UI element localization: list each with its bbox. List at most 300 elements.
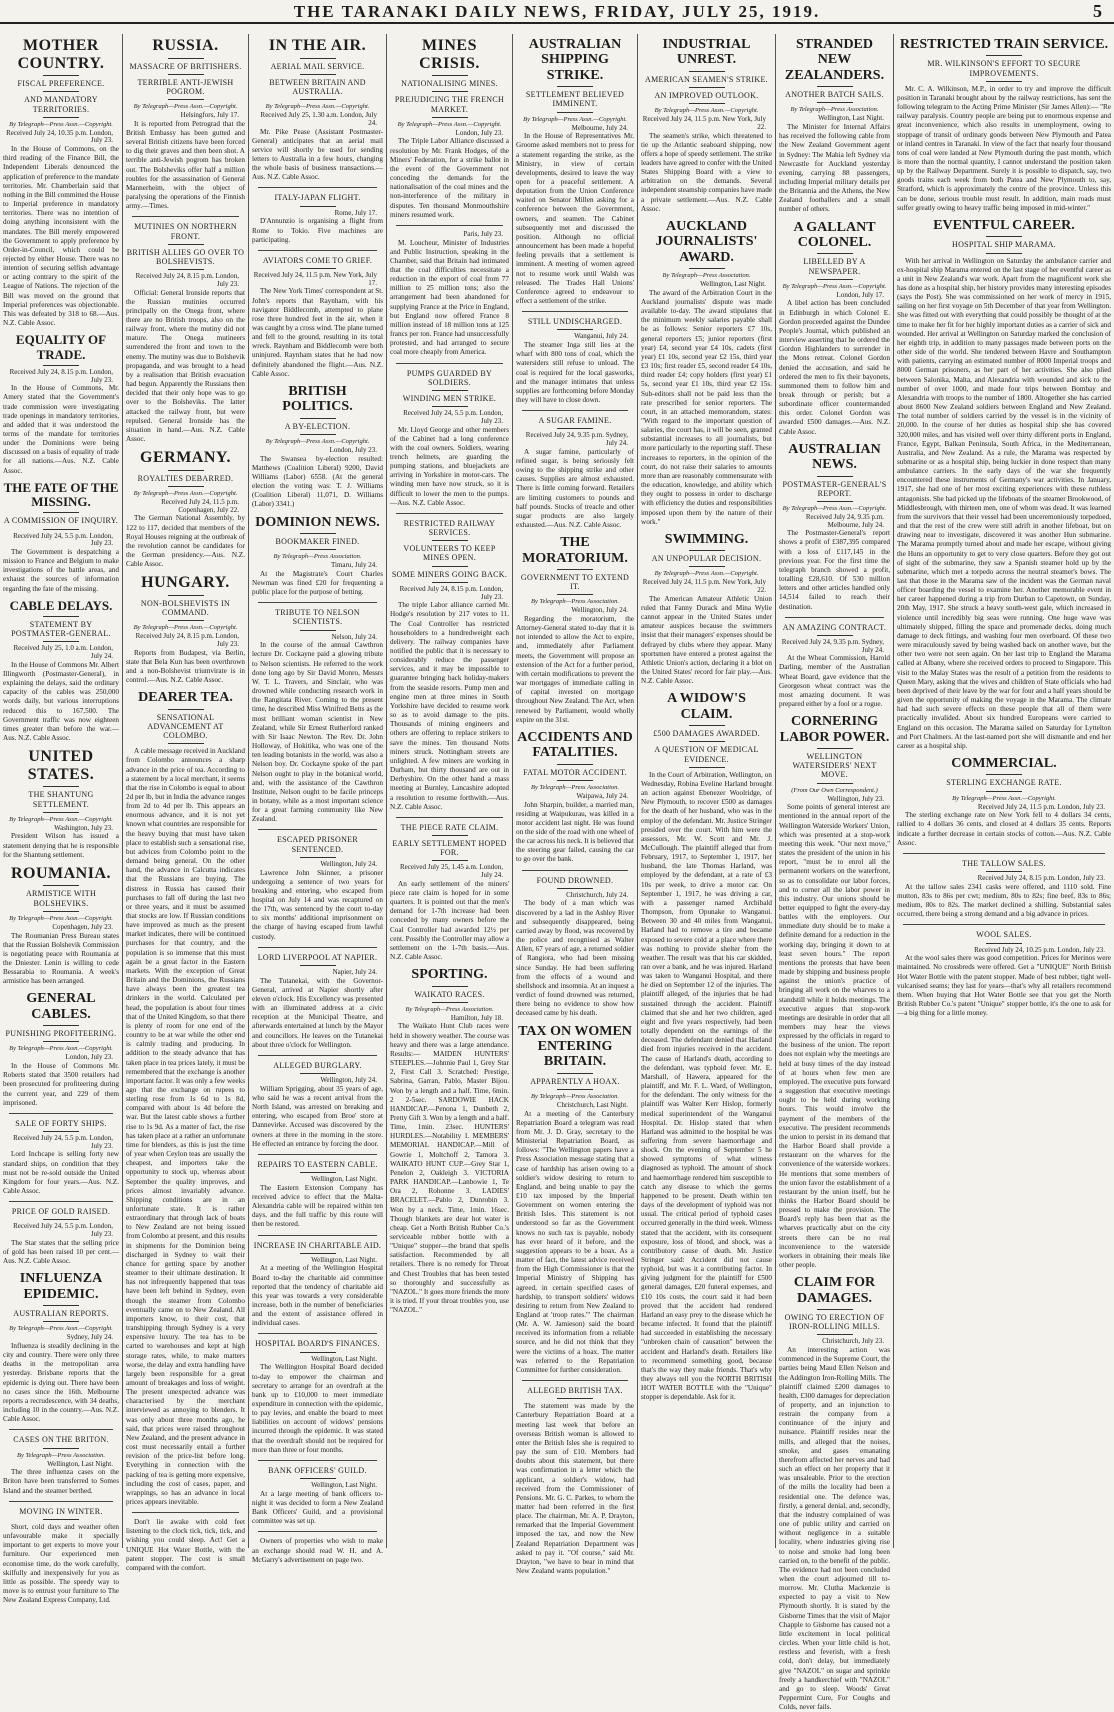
article-body: In the House of Commons, Mr. Amery stated that the Government's trade commission were investigating trade openings in mandatory territories, and added that it was understood the terms of the mandate for territories under the Dominions were being discussed on a basis of equality of trade for all nations.—Aus. N.Z. Cable Assoc. [3,384,119,475]
headline: AUCKLAND JOURNALISTS' AWARD. [655,218,758,265]
rule [432,1002,468,1003]
headline: MOTHER COUNTRY. [17,37,105,72]
rule [43,75,79,76]
rule [689,103,725,104]
rule [43,512,79,513]
article-body: At the wool sales there was good competition. Prices for Merinos were maintained. No crossbreds were offered. Get a "UNIQUE" North British Hot Water Bottle with the patent stopper. Made of best rubber, tight well-vulcanised seams; they last for years—that's why all retailers recommend them. When buying that Hot Water Bottle see that you get the North British Rubber Co.'s patent "Unique" stopper bottle, it's the one to ask for—a big thing for a little money. [897,954,1111,1018]
article [3,1271,119,1424]
column-5 [512,34,637,1576]
subheading: SENSATIONAL ADVANCEMENT AT COLOMBO. [147,712,224,741]
subheading: AN AMAZING CONTRACT. [782,622,887,632]
article-body: In the House of Commons, on the third reading of the Finance Bill, the Independent Liberals denounced the application of preference to the mandate territories. Mr. Chamberlain said that nothing in the Bill committed the House to Imperial preference in mandatory territories. There was no intention of doing anything inconsistent with the mandates. The Bill merely empowered the Government to apply preference by Order-in-Council, which could be rejected by either House. There was no intention of securing selfish advantage or acting contrary to the spirit of the League of Nations. The rejection of the Bill was moved on the ground that Imperial preferences was objectionable. This was defeated by 318 to 68.—Aus. N.Z. Cable Assoc. [3,145,119,328]
credit-line: By Telegraph—Press Assn.—Copyright. [952,794,1056,802]
rule [689,87,725,88]
rule [43,911,79,912]
headline: EVENTFUL CAREER. [933,217,1075,233]
rule [432,117,468,118]
subheading: SOME MINERS GOING BACK. [391,569,508,579]
article-body: Mr. C. A. Wilkinson, M.P., in order to try and improve the difficult position in Taranaki brought about by the railway restrictions, has sent the following telegram to the Acting Prime Minister (Sir James Allen):— "Re railway paralysis. Country people are being put to enormous expense and great inconvenience, which also results in unemployment, owing to stoppage of transit of ordinary goods between New Plymouth and Patea or inland centres in Taranaki. In view of the fact that nearly four thousand tons of coal were landed at New Plymouth during the past month, which is more than the normal quantity, I cannot understand the position taken up by the Railway Department. Surely it is possible to dispatch, say, two goods trains each week from both Patea and New Plymouth to, say, Stratford, which is approximately the centre of the province. Unless this can be done, serious trouble must result. In addition, main roads must suffer greatly owing to heavy traffic being imposed in mid-winter." [897,84,1111,212]
rule [43,1519,79,1520]
dateline: Received July 24, 11.5 p.m. Copenhagen, July 22. [161,497,239,514]
article [897,924,1111,1018]
rule [432,390,468,391]
credit-line: By Telegraph—Press Assn.—Copyright. [9,815,113,823]
article-body: In the House of Representatives Mr. Groome asked members not to press for a statement regarding the strike, as the Ministry, in view of certain developments, desired to leave the way open for a peaceful settlement. A deputation from the Union Conference waited on Senator Millen asking for a conference between the Government, owners, and seamen. The Cabinet subsequently met and discussed the position. Although no official announcement has been made a hopeful feeling prevails that a settlement is imminent. A meeting of women agreed not to resume work until Walsh was released. The Trades Hall Unions' Conference agreed to endeavour to effect a settlement of the strike. [516,132,634,306]
subheading: NATIONALISING MINES. [401,79,498,89]
rule [300,99,336,100]
divider [903,924,1105,925]
article-body: Regarding the moratorium, the Attorney-General stated to-day that it is not intended to allow the Act to expire, and, immediately after Parliament meets, the Government will propose an extension of the Act for a further period, with certain modifications to prevent the war mortgages of immediate calling in of capital invested on mortgage throughout New Zealand. The Act, when renewed by Parliament, would wholly expire on the 31st. [516,614,634,724]
dateline: Received July 24, 5.5 p.m. London, July 23. [13,531,113,548]
subheading: AMERICAN SEAMEN'S STRIKE. [645,74,768,84]
subheading: FOUND DROWNED. [536,875,614,885]
article-body: Mr. Lloyd George and other members of the Cabinet had a long conference with the coal owners. Soldiers, wearing trench helmets, are guarding the pumping stations, and bluejackets are arriving in Yorkshire in motor-cars. The winding men have now struck, so it is difficult to lower the men to the pumps.—Aus. N.Z. Cable Assoc. [390,425,509,507]
article [390,37,509,220]
subheading: THE TALLOW SALES. [962,858,1046,868]
article-body: The Government is despatching a mission to France and Belgium to make investigations of the battle areas, and exhaust the sources of information regarding the fate of the missing. [3,547,119,593]
article [126,574,245,685]
dateline: Paris, July 23. [463,229,503,238]
subheading: WELLINGTON WATERSIDERS' NEXT MOVE. [792,752,877,780]
dateline: Received July 24, 11.5 p.m. New York, July 17. [253,271,377,287]
credit-line: By Telegraph—Press Assn.—Copyright. [133,489,238,497]
rule [168,269,204,270]
rule [43,1219,79,1220]
rule [432,91,468,92]
column-2 [122,34,248,1572]
article [390,817,509,962]
rule [168,99,204,100]
dateline: Christchurch, July 24. [566,890,628,899]
headline: RUSSIA. [152,37,219,54]
subheading: A BY-ELECTION. [284,421,351,431]
subheading: EARLY SETTLEMENT HOPED FOR. [392,839,507,858]
rule [300,268,336,269]
credit-line: By Telegraph—Press Association. [790,106,879,114]
page-number: 5 [1093,1,1102,21]
subheading: ALLEGED BURGLARY. [273,1060,362,1070]
article-body: At the Magistrate's Court Charles Newman was fined £20 for frequenting a public place for the purpose of betting. [252,569,383,597]
rule [817,86,853,87]
article [641,691,772,1402]
headline: DEARER TEA. [138,690,233,706]
article-body: At a large meeting of bank officers to-night it was decided to form a New Zealand Bank Officers' Guild, and a provisional committee was set up. [252,1489,383,1526]
credit-line: By Telegraph—Press Assn.—Copyright. [133,624,238,632]
article-body: Lord Inchcape is selling forty new standard ships, on condition that they must not be re-sold outside the United Kingdom for four years.—Aus. N.Z. Cable Assoc. [3,1150,119,1196]
article [390,225,509,358]
rule [300,630,336,631]
article-body: The Roumanian Press Bureau states that the Russian Bolshevik Commission is negotiating peace with Roumania at the Dniester. Lenin is willing to cede Bessarabia to Roumania. A week's armistice has been arranged. [3,931,119,986]
subheading: AVIATORS COME TO GRIEF. [262,255,373,265]
rule [986,253,1022,254]
subheading: BOOKMAKER FINED. [275,536,360,546]
subheading: MR. WILKINSON'S EFFORT TO SECURE IMPROVEMENTS. [927,59,1081,78]
article [390,363,509,508]
subheading: CASES ON THE BRITON. [13,1435,109,1445]
rule [43,1025,79,1026]
credit-line: By Telegraph—Press Assn.—Copyright. [9,1045,113,1053]
article-body: Lawrence John Skinner, a prisoner undergoing a sentence of two years for breaking and entering, who escaped from hospital on July 14 and was recaptured on the 17th, was sentenced by the court to-day to six months' additional imprisonment on the charge of having escaped from lawful custody. [252,868,383,941]
divider [396,817,503,818]
subheading: HOSPITAL BOARD'S FINANCES. [255,1339,380,1349]
headline: STRANDED NEW ZEALANDERS. [784,37,885,83]
article-body: In the House of Commons Mr. Roberts stated that 3500 retailers had been prosecuted for profiteering during the current year, and 229 of them imprisoned. [3,1062,119,1107]
headline: HUNGARY. [141,574,230,592]
article [252,37,383,182]
rule [300,1172,336,1173]
rule [432,406,468,407]
article [3,748,119,860]
article-body: A sugar famine, particularly of refined sugar, is being seriously felt owing to the shipping strike and other causes. Supplies are almost exhausted. There is little coming forward. Retailers are limiting customers to pounds and half pounds. Stocks of treacle and other sugar products are also largely exhausted.—Aus. N.Z. Cable Assoc. [516,447,634,529]
rule [817,476,853,477]
subheading: APPARENTLY A HOAX. [530,1076,620,1086]
rule [432,566,468,567]
credit-line: By Telegraph—Press Assn.—Copyright. [782,282,887,290]
article-body: The three influenza cases on the Briton have been transferred to Somes Island and the steamer berthed. [3,1468,119,1495]
article [516,1380,634,1576]
subheading: ALLEGED BRITISH TAX. [527,1386,623,1396]
headline: CLAIM FOR DAMAGES. [793,1275,876,1306]
masthead [0,0,1114,24]
rule [817,635,853,636]
article-body: Owners of properties who wish to make an exchange should read W. H. and A. McGarry's advertisement on page two. [252,1537,383,1564]
article [252,515,383,598]
rule [817,783,853,784]
column-8 [893,34,1114,1548]
rule [300,434,336,435]
rule [689,268,725,269]
divider [522,410,628,411]
divider [9,1113,113,1114]
headline: RESTRICTED TRAIN SERVICE. [899,37,1109,52]
rule [43,1448,79,1449]
dateline: Christchurch, Last Night. [556,1100,628,1109]
rule [432,835,468,836]
rule [300,1073,336,1074]
article [390,513,509,812]
article [779,617,890,710]
subheading: A SUGAR FAMINE. [538,416,612,426]
subheading: BANK OFFICERS' GUILD. [268,1465,367,1475]
dateline: Wellington, Last Night. [818,114,884,123]
article [252,1460,383,1527]
rule [432,75,468,76]
rule [43,1041,79,1042]
subheading: LIBELLED BY A NEWSPAPER. [803,257,866,276]
article-body: At a meeting of the Wellington Hospital Board to-day the charitable aid committee reported that the tendency of charitable aid this year was towards a very considerable increase, both in the number of beneficiaries and the extent of assistance offered in individual cases. [252,1264,383,1328]
article-body: D'Annunzio is organising a flight from Rome to Tokio. Five machines are participating. [252,217,383,244]
article [252,947,383,1050]
dateline: Received July 24, 5.5 p.m. London, July 23. [13,1222,113,1239]
article-body: The Star states that the selling price of gold has been raised 10 per cent.—Aus. N.Z. Cable Assoc. [3,1238,119,1266]
column-1 [0,34,122,1605]
headline: GENERAL CABLES. [26,991,96,1022]
article-body: John Sharpin, builder, a married man, residing at Waipukurau, was killed in a motor accident last night. He was found on the side of the road with one wheel of the car across his neck. It is believed that the steering gear failed, causing the car to go over the bank. [516,800,634,864]
article [3,37,119,328]
rule [168,595,204,596]
headline: SWIMMING. [664,531,749,547]
rule [689,767,725,768]
headline: IN THE AIR. [268,37,367,54]
rule [817,102,853,103]
credit-line: By Telegraph—Press Association. [405,1005,494,1013]
subheading: INCREASE IN CHARITABLE AID. [253,1240,382,1250]
article-body: The seamen's strike, which threatened to tie up the Atlantic seaboard shipping, now offers a hope of speedy settlement. The strike leaders have agreed to confer with the United States Shipping Board with a view to arbitration on the demands. Several independent steamship companies have made a private settlement.—Aus. N.Z. Cable Assoc. [641,131,772,213]
subheading: GOVERNMENT TO EXTEND IT. [520,572,630,592]
rule [168,743,204,744]
dateline: Wellington, Last Night. [311,1354,377,1363]
divider [9,1501,113,1502]
dateline: Sydney, July 24. [66,1333,113,1342]
subheading: THE PIECE RATE CLAIM. [400,822,499,832]
subheading: LORD LIVERPOOL AT NAPIER. [257,952,378,962]
subheading: ANOTHER BATCH SAILS. [785,90,884,100]
credit-line: By Telegraph—Press Association. [530,783,620,791]
article [126,690,245,1507]
dateline: Received July 24, 5.5 p.m. London, July 23. [403,409,503,425]
credit-line: By Telegraph—Press Assn.—Copyright. [397,120,502,128]
rule [557,569,593,570]
rule [986,943,1022,944]
article-body: The American Amateur Athletic Union ruled that Fanny Durack and Mina Wylie cannot appear in the United States under amateur auspices because the swimmers insist that their managers' expenses should be defrayed by clubs where they appear. Many sportsmen have entered a protest against the Athletic Union's action, declaring it a blot on the United States' record for fair play.—Aus. N.Z. Cable Assoc. [641,594,772,686]
rule [817,279,853,280]
dateline: Napier, July 24. [332,967,377,976]
credit-line: By Telegraph—Press Assn.—Copyright. [9,914,113,922]
dateline: Received July 24, 8.15 p.m. London, July 23. [9,367,113,384]
divider [258,187,377,188]
article [516,730,634,865]
article-body: The Tutanekai, with the Governor-General, arrived at Napier shortly after eleven o'clock. His Excellency was presented with an illuminated address at a civic reception at the Municipal Theatre, and afterwards entertained at lunch by the Mayor and councillors. He leaves on the Tutanekai about three o'clock for Wellington. [252,976,383,1049]
rule [557,888,593,889]
headline: UNITED STATES. [27,748,95,783]
article-body: The Swansea by-election resulted: Matthews (Coalition Liberal) 9200, David Williams (Labor) 6558. (At the general election the voting was: T. J. Williams (Coalition Liberal) 11,071, D. Williams (Labor) 3341.) [252,454,383,509]
rule [689,725,725,726]
credit-line: By Telegraph—Press Association. [662,272,751,280]
article [516,311,634,405]
dateline: Rome, July 17. [334,208,377,217]
subheading: TRIBUTE TO NELSON SCIENTISTS. [275,608,360,627]
article [897,853,1111,920]
article-body: The sterling exchange rate on New York fell to 4 dollars 34 cents, rallied to 4 dollars 36 cents, and closed at 4 dollars 35 cents. Reports indicate a further decrease in certain stocks of cotton.—Aus. N.Z. Cable Assoc. [897,811,1111,847]
article [3,1501,119,1606]
dateline: Received July 24, 9.35 p.m. Melbourne, July 24. [805,512,884,529]
rule [168,486,204,487]
dateline: Washington, July 23. [54,823,113,832]
credit-line: By Telegraph—Press Assn.—Copyright. [523,115,627,123]
dateline: Wellington, Last Night. [47,1459,113,1468]
divider [258,1154,377,1155]
headline: CABLE DELAYS. [9,597,113,613]
subheading: NON-BOLSHEVISTS IN COMMAND. [140,598,231,618]
article-body: Official: General Ironside reports that the Russian mutinies occurred principally on the Onega front, where there are no British troops, also on the railway front, where the mutiny did not mature. The Onega mutineers surrendered the front and town to the enemy. The mutiny was due to Bolshevik propaganda, and was brought to a head by a realisation that British evacuation had begun. Apparently the Russians then decided that their only hope was to go over to the Bolsheviks. The latter attacked the railway front, but were repulsed. General Ironside has the situation in hand.—Aus. N.Z. Cable Assoc. [126,288,245,444]
rule [689,71,725,72]
subheading: POSTMASTER-GENERAL'S REPORT. [782,479,887,498]
divider [903,853,1105,854]
article-body: President Wilson has issued a statement denying that he is responsible for the Shantung settlement. [3,832,119,859]
article [252,1531,383,1564]
rule [43,117,79,118]
credit-line: By Telegraph—Press Association. [530,1092,620,1100]
subheading: VOLUNTEERS TO KEEP MINES OPEN. [403,544,496,563]
divider [396,225,503,226]
article [126,37,245,211]
subheading: AN IMPROVED OUTLOOK. [654,90,759,100]
rule [817,748,853,749]
subheading: PUNISHING PROFITEERING. [5,1029,117,1039]
rule [300,533,336,534]
article-body: With her arrival in Wellington on Saturday the ambulance carrier and ex-hospital ship Marama entered on the last stage of her eventful career as a unit in New Zealand's war work. Apart from the magnificent work she has done as a hospital ship, her history provides many interesting episodes (says the Post). She was commissioned on her work of mercy in 1915, sailing on her first voyage on 5th December of that year from Wellington. She was fitted out with everything that could possibly be thought of at the time to make her fit for her highly important duties as a carrier of sick and wounded. Her arrival at Wellington on Saturday marked the conclusion of her eighth trip, in addition to many passages made between ports on the other side of the world. She tendered between Havre and Southampton with patients, carrying an estimated number of 8000 Imperial troops and 8000 German prisoners, as her part of her activities. She also plied between Salonika, Malta, and Alexandria with wounded and sick to the number of over 1000, and made four trips between Bombay and Alexandria with troops to the number of 1800. Altogether she has carried about 8600 New Zealand soldiers between England and New Zealand. The total number of soldiers carried by the vessel is in the vicinity of 20,000. In the course of her duties as hospital ship she has covered 320,000 miles, and has visited well over thirty different ports in England, France, Egypt, Balkan Peninsula, South Africa, in the Mediterranean, Australia, and New Zealand. As a rule, the Marama was respected by submarine or as a hospital ship, being luckier in done respect than many ambulance carriers. In the early days of the war she frequently encountered these instruments of Germany's war activities. In January, 1917, she had one of her most exciting experiences with these ruthless antagonists. She had picked up the lifeboats of the steamer Brookwood, of Middlesbrough, with thirteen men, one of whom was dead. It was learned from the survivors that their vessel had been unceremoniously torpedoed, and that the rest of the crew were still adrift in another lifeboat, but on drawing near to investigate, discovered it was another Hun submarine. The Marama promptly turned about and made her escape, without giving the Huns an opportunity to get to very close quarters. Before they got out of sight of the submarine, they saw a Spanish steamer hold up by the submarine, which met a torpedo across the neutral steamer's bows. The last that those in the Marama saw of the incident was the German naval officer boarding the vessel to examine her. Another memorable event in her career happened during a trip from Durban to Capetown, on Sunday, 20th May, 1917. She struck a heavy south-west gale, which increased in violence until incredibly big seas were running. One huge wave was ultimately shipped, filling the space and promenade decks, doing much damage to deck fittings, and washing four men overboard. Of these two were miraculously saved by being washed back on another wave, but the other two were not seen again. On her last trip to England the Marama called at Albany, where she received orders to proceed to Singapore. This visit to the Malay States was the result of a petition from the residents to Queen Mary, asking that the wives and children of State officials who had been deprived of their leave by the war for four and a half years should be given the opportunity of making the voyage in the Marama. The climate had had such severe effects on these people that all of them were practically invalided. About six hundred Europeans were carried to England on this occasion. The Marama sailed on Saturday for Lyttelton and Port Chalmers. At the last-named port she will dismantle and end her career as a hospital ship. [897,256,1111,750]
article [641,532,772,687]
article [897,218,1111,751]
dateline: Wellington, Last Night. [311,1175,377,1184]
subheading: ESCAPED PRISONER SENTENCED. [276,835,359,854]
subheading: AUSTRALIAN REPORTS. [13,1309,109,1319]
dateline: Wellington, July 24. [320,859,377,868]
article [3,991,119,1107]
article-body: The German National Assembly, by 122 to 117, decided that members of the Royal Houses reigning at the outbreak of the revolution cannot be candidates for the German presidency.—Aus. N.Z. Cable Assoc. [126,514,245,569]
rule [43,365,79,366]
credit-line: By Telegraph—Press Assn.—Copyright. [265,103,370,111]
subheading: ROYALTIES DEBARRED. [137,473,234,483]
subheading: PREJUDICING THE FRENCH MARKET. [394,95,505,114]
rule [300,965,336,966]
subheading: PRICE OF GOLD RAISED. [11,1207,111,1217]
rule [432,860,468,861]
rule [986,774,1022,775]
rule [557,1089,593,1090]
divider [258,1055,377,1056]
subheading: AERIAL MAIL SERVICE. [270,61,365,71]
headline: ROUMANIA. [10,864,112,882]
rule [300,1478,336,1479]
credit-line: By Telegraph—Press Association. [530,598,620,606]
headline: ACCIDENTS AND FATALITIES. [517,729,633,761]
credit-line: By Telegraph—Press Assn.—Copyright. [654,570,759,578]
headline: GERMANY. [140,449,231,467]
subheading: OWING TO ERECTION OF IRON-ROLLING MILLS. [784,1313,885,1332]
divider [522,311,628,312]
subheading: WINDING MEN STRIKE. [402,393,497,403]
dateline: London, July 23. [329,445,377,454]
article [3,1201,119,1266]
article-body: At the tallow sales 2341 casks were offered, and 1110 sold. Fine mutton, 83s to 86s per cwt; medium, 80s to 82s; fine beef, 83s to 86s; medium, 80s to 82s. The market declined a shilling. Substantial sales occurred, there being a strong demand and a big advance in prices. [897,882,1111,919]
rule [168,244,204,245]
subheading: THE SHANTUNG SETTLEMENT. [28,790,94,809]
article-body: The body of a man which was discovered by a lad in the Ashley River and subsequently disappeared, being carried away by flood, was recovered by the police and recognised as Walter Allen, 67 years of age, a returned soldier of Rangiora, who had been missing since Sunday. He had been suffering from the effects of a wound and shellshock and insomnia. At an inquest a verdict of found drowned was returned, there being no evidence to show how deceased came by his death. [516,899,634,1018]
article [252,602,383,824]
divider [522,1380,628,1381]
article [3,865,119,987]
subheading: WOOL SALES. [976,930,1032,940]
column-6 [637,34,775,1548]
rule [986,81,1022,82]
rule [986,791,1022,792]
article [897,37,1111,213]
rule [689,741,725,742]
rule [557,428,593,429]
rule [43,786,79,787]
article [779,220,890,437]
article-body: Some points of general interest are mentioned in the annual report of the Wellington Waterside Workers' Union, which was presented at a stop-work meeting this week. "Our next move," states the president of the union in his report, "must be to enrol all the permanent workers on the waterfront, so as to consolidate our labor forces, and to corner all the labor power in this industry. Our unions should be better equipped to fight the every-day battles with the employers. Our immediate duty should be to make a definite demand for a reduction in the working day, bringing it down to at least seven hours." The report mentions the protests that have been made by shipping and business people against the union's practice of bringing all work on the wharves to a standstill while it holds meetings. The executive argues that stop-work meetings are desirable in order that all members may hear the views expressed by the officials in regard to the business of the union. The report does not explain why the meetings are held at busy times of the day instead of at hours when few men are employed. The executive puts forward a suggestion that executive meetings ought to be held during working hours. This would involve the payment of the members of the executive. The president recommends the union to persist in its demand that the Harbor Board shall provide a restaurant on the wharves for the convenience of the waterside workers. He mentions that some members of the union favor the establishment of a restaurant by the union itself, but he thinks the Harbor Board should be pressed to make the provision. The Board's reply has been that as the wharves practically abut on the city streets there can be no real inconvenience to the waterside workers in obtaining their meals like other people. [779,803,890,1270]
dateline: Received July 24, 9.35 p.m. Sydney, July 24. [525,431,628,448]
rule [817,501,853,502]
article [779,1275,890,1712]
dateline: Wellington, July 24. [320,1076,377,1085]
dateline: Received July 24, 8.15 p.m. London, July 23. [135,632,239,648]
rule [817,1334,853,1335]
subheading: SETTLEMENT BELIEVED IMMINENT. [525,90,625,109]
rule [43,1131,79,1132]
article [641,219,772,527]
headline: COMMERCIAL. [951,755,1057,771]
rule [432,986,468,987]
rule [817,253,853,254]
article-body: Reports from Budapest, via Berlin, state that Bela Kun has been overthrown and a non-Bolshevist triumvirate is in control.—Aus. N.Z. Cable Assoc. [126,648,245,685]
headline: DOMINION NEWS. [255,514,380,530]
headline: A GALLANT COLONEL. [793,219,876,250]
rule [168,709,204,710]
rule [557,780,593,781]
divider [785,617,884,618]
subheading: FISCAL PREFERENCE. [17,79,105,89]
subheading: AN UNPOPULAR DECISION. [651,554,762,564]
dateline: Wellington, Last Night. [311,1481,377,1490]
credit-line: By Telegraph—Press Assn.—Copyright. [782,504,887,512]
rule [43,1321,79,1322]
article-body: The Minister for Internal Affairs has received the following cable from the New Zealand Government agent in Sydney: The Mahia left Sydney via Newcastle for Auckland yesterday evening, carrying 88 passengers, including Imperial military details per the Britannia and the Athens, the New Zealand footballers and a small number of others. [779,123,890,214]
credit-line: By Telegraph—Press Assn.—Copyright. [9,120,113,128]
article [252,1154,383,1230]
divider [396,513,503,514]
headline: A WIDOW'S CLAIM. [667,691,746,722]
subheading: PUMPS GUARDED BY SOLDIERS. [406,368,493,387]
dateline: London, July 17. [836,290,884,299]
article-body: The New York Times' correspondent at St. John's reports that Raynham, with his navigator Biddlecomb, attempted to plane rose three hundred feet in the air, when it was caught by a cross wind. The plane turned and fell to the ground, resulting in its total wreck. Raynham and Biddlecomb were both uninjured. Raynham states that he had now definitely abandoned the flight.—Aus. N.Z. Cable Assoc. [252,287,384,378]
dateline: Copenhagen, July 23. [52,922,113,931]
article-body: Don't lie awake with cold feet listening to the clock tick, tick, tick, and wishing you could sleep. Act! Get a UNIQUE Hot Water Bottle, with the patent stopper. The cost is small compared with the comfort. [126,1518,245,1572]
article [3,333,119,476]
rule [432,582,468,583]
rule [43,91,79,92]
article [3,599,119,743]
rule [986,236,1022,237]
article-body: In the House of Commons Mr. Albert Illingworth (Postmaster-General), in explaining the delays, said the ordinary capacity of the cables was 250,000 words daily, but various interruptions reduced this to 167,500. The Government traffic was now eighteen times greater than before the war.—Aus. N.Z. Cable Assoc. [3,660,119,743]
article-body: At the Wheat Commission, Harold Darling, member of the Australian Wheat Board, gave evidence that the Georgeson wheat contract was the most amazing document. It was prepared either by a fool or a rogue. [779,654,890,709]
column-7 [775,34,893,1712]
subheading: A COMMISSION OF INQUIRY. [3,516,119,526]
article-body: The triple Labor alliance carried Mr. Hodge's resolution by 217 votes to 11. The Coal Controller has restricted householders to a hundredweight each delivery. The railway companies have notified the public that it is necessary to considerably reduce the passenger services, and it may be impossible to guarantee bringing back holiday-makers from the seaside resorts. Pump men and engine men at three mines in South Yorkshire have decided to resume work so as to avoid damage to the pits. Thousands of mining engineers and others are offering to replace strikers to save the mines. Ten thousand Notts miners struck. Nottingham streets are unlighted. A few miners are working in Durham, but thirty thousand are out in Derbyshire. On the other hand a mass meeting at Burnley, Lancashire adopted a resolution to resume forthwith.—Aus. N.Z. Cable Assoc. [390,601,509,811]
divider [132,1512,239,1513]
article [516,535,634,725]
rule [43,616,79,617]
article-body: The steamer Inga still lies at the wharf with 800 tons of coal, which the watersiders still refuse to unload. The coal is required for the local gasworks, and the manager intimates that unless supplies are forthcoming before Monday they will have to close down. [516,341,634,405]
divider [522,870,628,871]
headline: THE MORATORIUM. [522,535,628,566]
article-body: The statement was made by the Canterbury Repatriation Board at a meeting last week that before an overseas British woman is allowed to enter the British Isles she is required to pay the sum of £10. Members had doubts about this statement, but there was confirmation in a letter which the applicant, a soldier's widow, had received from the Commissioner of Pensions. Mr. G. C. Parkes, to whom the matter had been referred in the first place. The chairman, Mr. A. P. Drayton, remarked that the Imperial Government imposed the tax, and now the New Zealand Repatriation Department was asked to pay it. "Of course," said Mr. Drayton, "we have to bear in mind that New Zealand wants population." [516,1402,634,1576]
subheading: WAIKATO RACES. [414,989,485,999]
dateline: Received July 24, 11.5 p.m. New York, July 22. [642,578,766,595]
article-body: In the course of the annual Cawthron lecture Dr. Cockayne paid a glowing tribute to Nelson scientists. He referred to the work done long ago by Sir David Monro, Messrs W. T. L. Travers, and Sinclair, who was drowned while conducting research work in the Rangitata River. Coming to the present time, he described Miss Winifred Betts as the most brilliant woman scientist in New Zealand, while Sir Ernest Rutherford ranked with Sir Isaac Newton. The Rev. Dr. John Holloway, of Hokitika, who was one of the ten leading botanists in the world, was also a Nelson boy. Dr. Cockayne spoke of the part Nelson ought to play in the botanical world, and, with the assistance of the Cawthron Institute, Nelson ought to be facile princeps in botany, while as a most important science for a great farming community like New Zealand. [252,641,383,824]
credit-line: (From Our Own Correspondent.) [791,786,878,794]
dateline: Received July 24, 8.15 p.m. London, July 23. [977,874,1105,883]
subheading: STATEMENT BY POSTMASTER-GENERAL. [11,620,111,639]
rule [168,620,204,621]
divider [258,1235,377,1236]
rule [300,206,336,207]
article [252,384,383,510]
divider [258,947,377,948]
rule [168,58,204,59]
